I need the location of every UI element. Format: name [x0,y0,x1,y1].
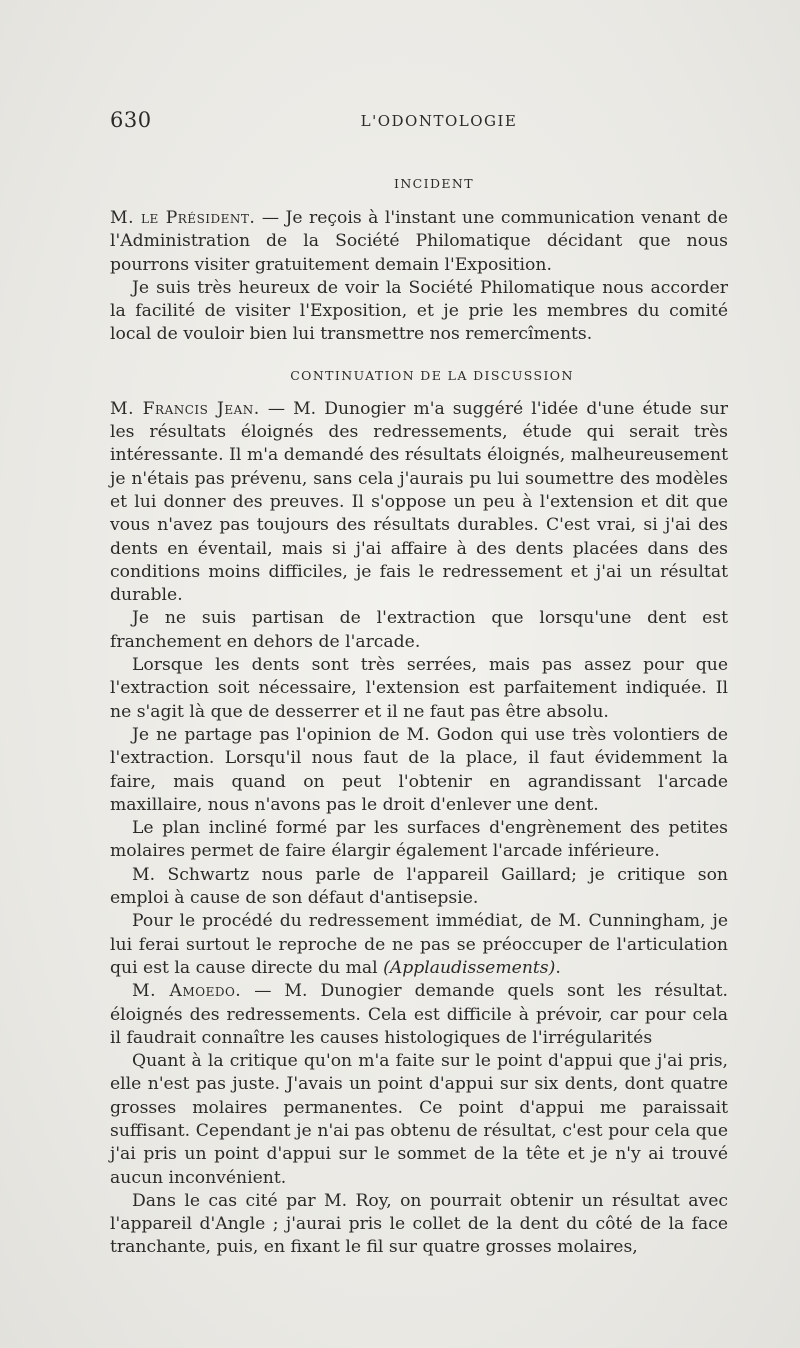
paragraph [110,207,728,277]
paragraph: Je ne partage pas l'opinion de M. Godon qui use très volontiers de l'extraction. Lorsqu'il nous faut de la place, il faut évidemment la faire, mais quand on peut l'obtenir en agrandissant l'arcade maxillaire, nous n'avons pas le droit d'enlever une dent. [110,724,728,815]
speaker-name: M. Amoedo. [132,981,242,1002]
paragraph-text: Pour le procédé du redressement immédiat, de M. Cunningham, je lui ferai surtout le reproche de ne pas se préoccuper de l'articulation qui est la cause directe du mal [110,911,728,978]
paragraph: Je suis très heureux de voir la Société Philomatique nous accorder la facilité de visiter l'Exposition, et je prie les membres du comité local de vouloir bien lui transmettre nos remercîments. [110,277,728,345]
speaker-name: M. le Président. [110,208,256,228]
paragraph: Lorsque les dents sont très serrées, mais pas assez pour que l'extraction soit nécessaire, l'extension est parfaitement indiquée. Il ne s'agit là que de desserrer et il ne faut pas être absolu. [110,655,728,722]
paragraph-text: — M. Dunogier m'a suggéré l'idée d'une étude sur les résultats éloignés des redressements, étude qui serait très intéressante. Il m'a demandé des résultats éloignés, malheureusement je n'étais pas prévenu, sans cela j'aurais pu lui soumettre des modèles et lui donner des preuves. Il s'oppose un peu à l'extension et dit que vous n'avez pas toujours des résultats durables. C'est vrai, si j'ai des dents en éventail, mais si j'ai affaire à des dents placées dans des conditions moins difficiles, je fais le redressement et j'ai un résultat durable. [110,398,728,606]
paragraph: Je ne suis partisan de l'extraction que lorsqu'une dent est franchement en dehors de l'arcade. [110,608,728,652]
page-body [110,172,728,1260]
speaker-name: M. Francis Jean. [110,398,260,419]
paragraph: Quant à la critique qu'on m'a faite sur le point d'appui que j'ai pris, elle n'est pas juste. J'avais un point d'appui sur six dents, dont quatre grosses molaires permanentes. Ce point d'appui me paraissait suffisant. Cependant je n'ai pas obtenu de résultat, c'est pour cela que j'ai pris un point d'appui sur le sommet de la tête et je n'y ai trouvé aucun inconvénient. [110,1051,728,1188]
paragraph: M. Schwartz nous parle de l'appareil Gaillard; je critique son emploi à cause de son défaut d'antisepsie. [110,864,728,909]
paragraph [110,980,728,1050]
section-heading-continuation: CONTINUATION DE LA DISCUSSION [290,367,574,383]
running-head: L'ODONTOLOGIE [360,112,518,130]
paragraph: Le plan incliné formé par les surfaces d'engrènement des petites molaires permet de faire élargir également l'arcade inférieure. [110,818,728,862]
paragraph-text: — M. Dunogier demande quels sont les résultat. éloignés des redressements. Cela est difficile à prévoir, car pour cela il faudrait connaître les causes histologiques de l'irrégularités [110,981,728,1048]
paragraph [110,910,728,980]
section-heading-incident: INCIDENT [394,176,474,191]
paragraph-text: — Je reçois à l'instant une communication venant de l'Administration de la Société Philomatique décidant que nous pourrons visiter gratuitement demain l'Exposition. [110,208,728,275]
applause-note: (Applaudissements) [383,957,556,978]
paragraph [110,398,728,608]
paragraph: Dans le cas cité par M. Roy, on pourrait obtenir un résultat avec l'appareil d'Angle ; j'aurai pris le collet de la dent du côté de la face tranchante, puis, en fixant le fil sur quatre grosses molaires, [110,1190,728,1258]
page-number: 630 [110,108,152,132]
paragraph-text-end: . [555,957,561,978]
page-header [110,108,728,138]
